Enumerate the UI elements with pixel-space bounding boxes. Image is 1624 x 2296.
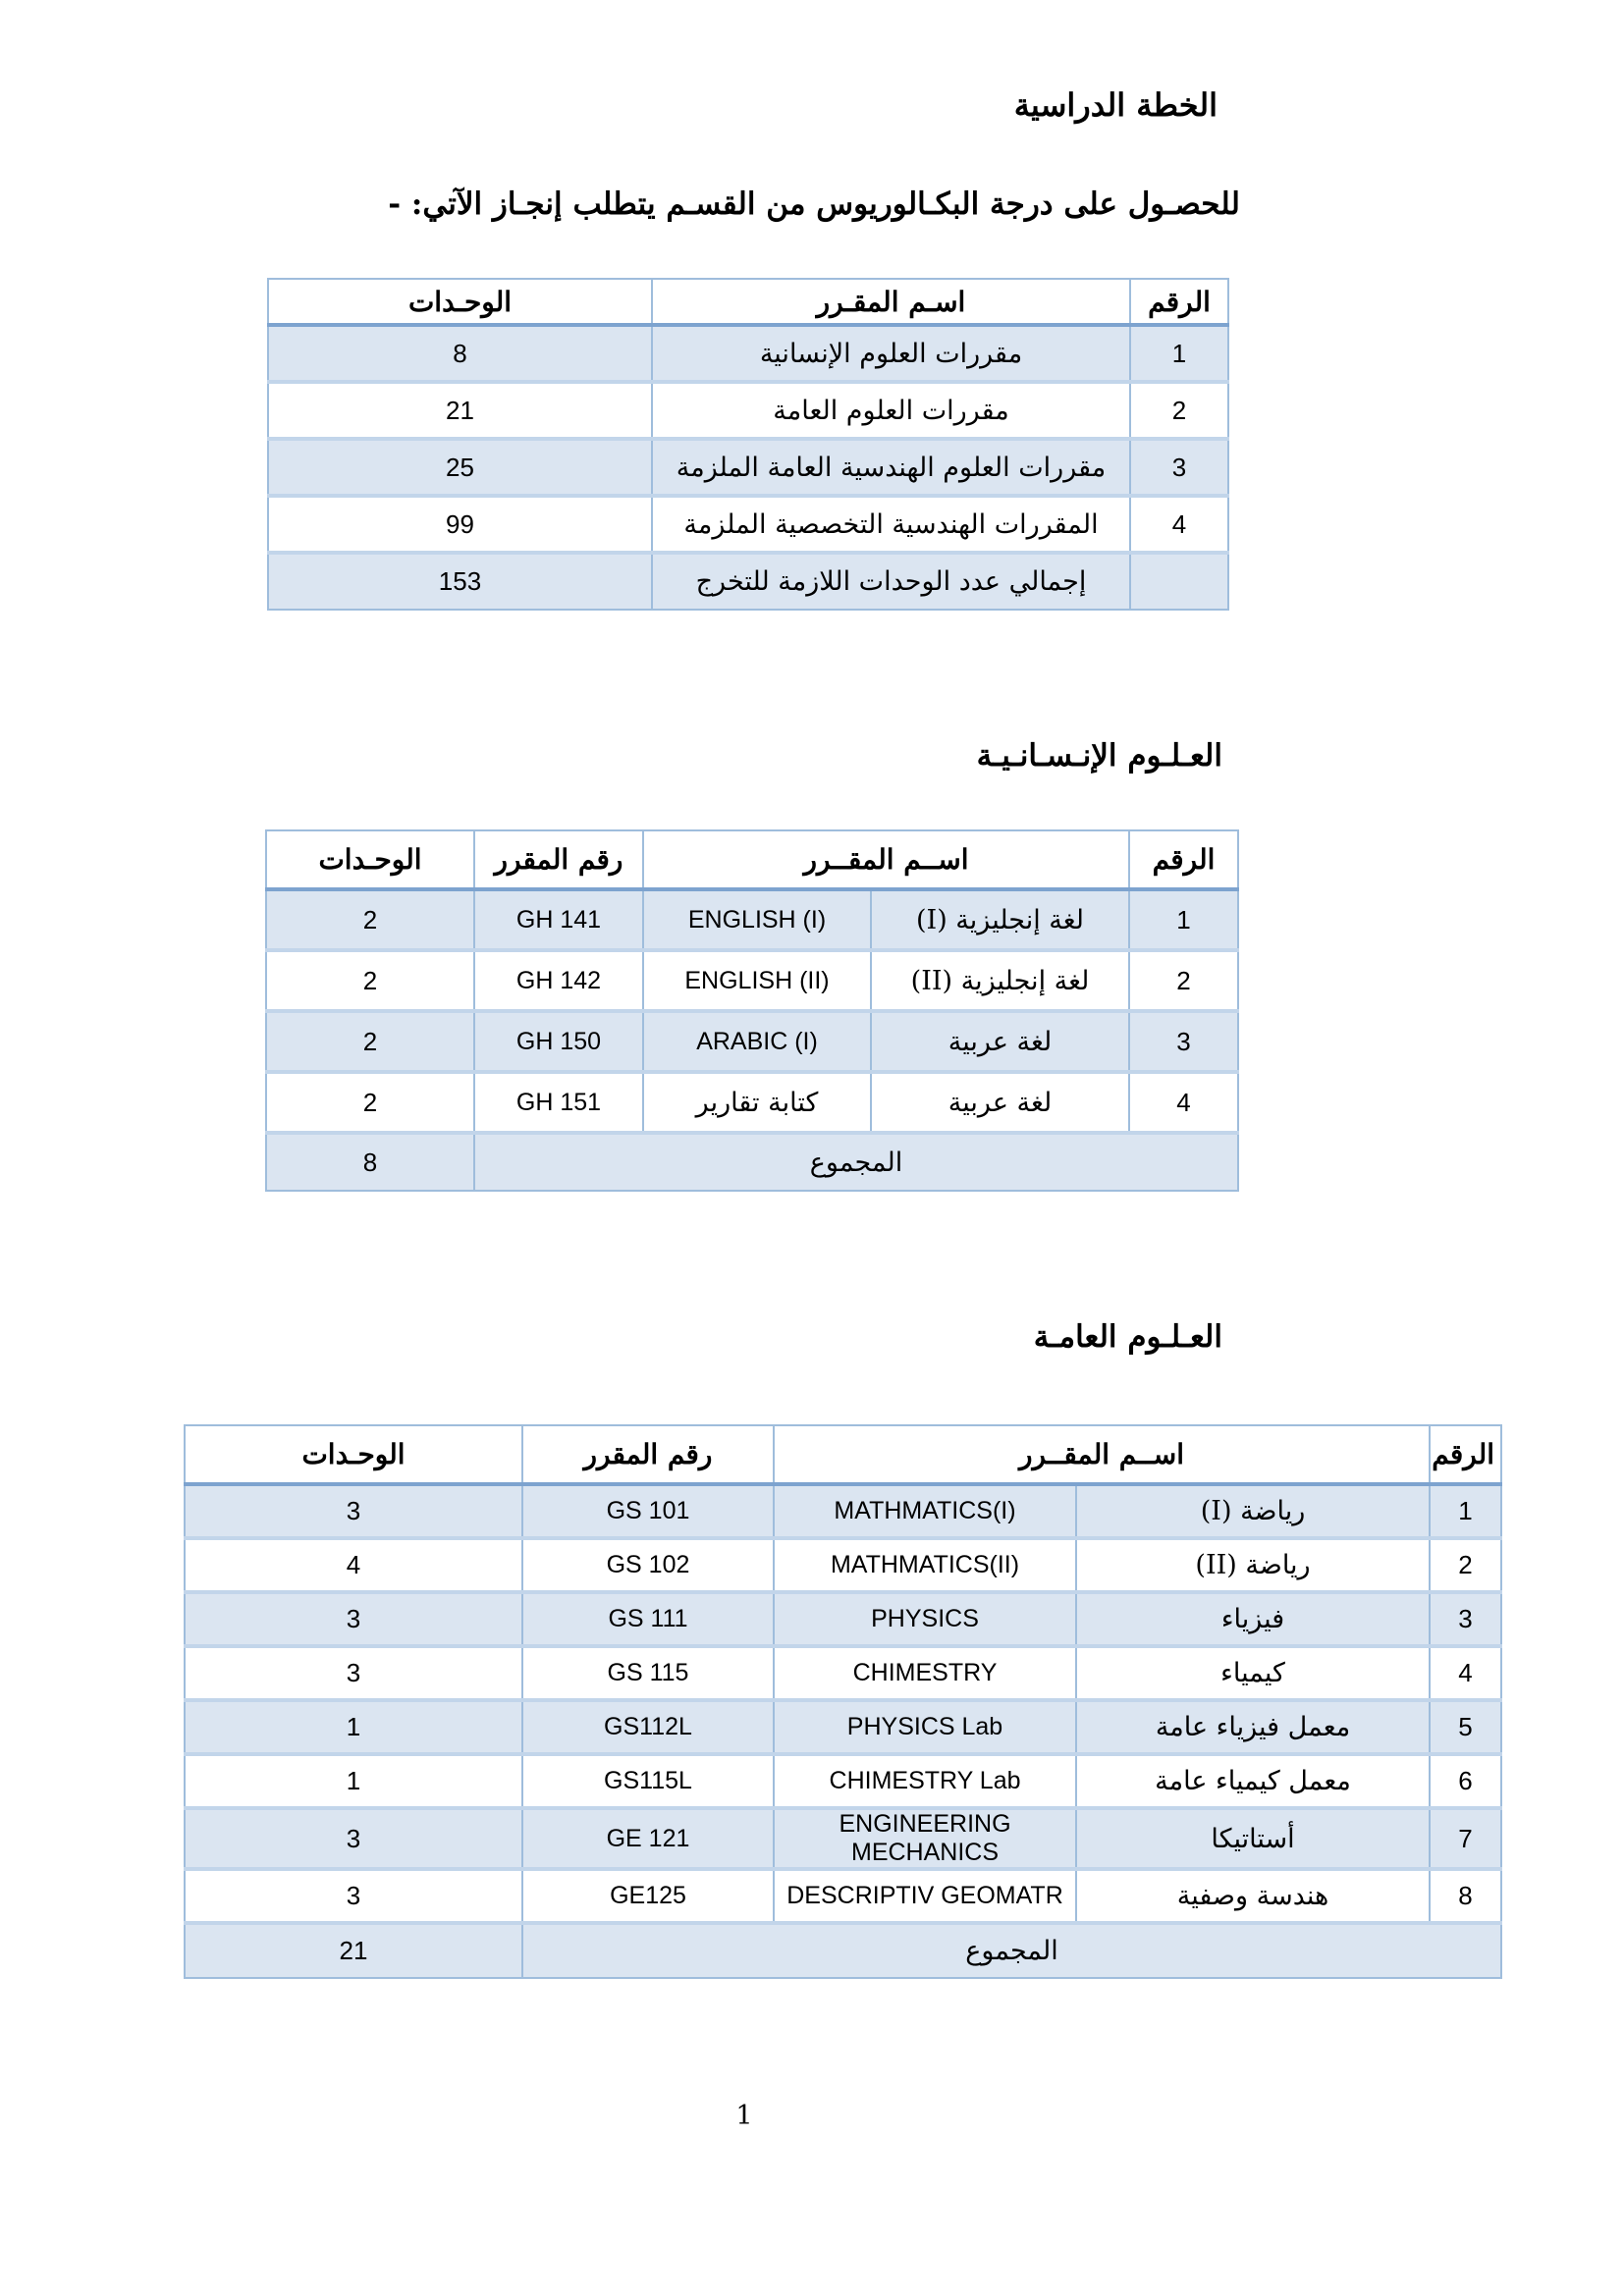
row-code: GH 142: [474, 950, 643, 1011]
table-row: [268, 439, 1228, 496]
table-row: [185, 1700, 1501, 1754]
row-name: مقررات العلوم الهندسية العامة الملزمة: [652, 439, 1130, 496]
table-row: [268, 325, 1228, 382]
row-units: 3: [185, 1592, 522, 1646]
page-number: 1: [735, 2101, 753, 2131]
row-code: GE 121: [522, 1808, 774, 1869]
column-header-name: اســم المقــرر: [774, 1425, 1430, 1484]
row-name-ar: رياضة (I): [1076, 1484, 1430, 1538]
table-row: [185, 1538, 1501, 1592]
row-units: 2: [266, 1011, 474, 1072]
row-name-ar: لغة عربية: [871, 1011, 1129, 1072]
row-name-ar: لغة إنجليزية (I): [871, 889, 1129, 950]
row-num: [1130, 553, 1228, 610]
row-name-en: ENGLISH (II): [643, 950, 871, 1011]
row-units: 2: [266, 889, 474, 950]
table-total-row: [266, 1133, 1238, 1191]
row-name-en: PHYSICS Lab: [774, 1700, 1076, 1754]
row-units: 1: [185, 1700, 522, 1754]
column-header-num: الرقم: [1430, 1425, 1501, 1484]
row-name-en: MATHMATICS(I): [774, 1484, 1076, 1538]
row-name: مقررات العلوم الإنسانية: [652, 325, 1130, 382]
row-name-ar: كيمياء: [1076, 1646, 1430, 1700]
humanities-table-header: [266, 830, 1238, 889]
table-row: [266, 1072, 1238, 1133]
row-units: 21: [268, 382, 652, 439]
row-code: GS 115: [522, 1646, 774, 1700]
row-num: 1: [1430, 1484, 1501, 1538]
column-header-units: الوحـدات: [268, 279, 652, 325]
column-header-code: رقم المقرر: [474, 830, 643, 889]
row-name-en: ENGINEERING MECHANICS: [774, 1808, 1076, 1869]
row-units: 3: [185, 1869, 522, 1923]
page-title: الخطة الدراسية: [1013, 86, 1218, 124]
row-name-en: DESCRIPTIV GEOMATR: [774, 1869, 1076, 1923]
row-code: GH 151: [474, 1072, 643, 1133]
row-units: 3: [185, 1808, 522, 1869]
table-total-row: [185, 1923, 1501, 1978]
row-name-ar: معمل فيزياء عامة: [1076, 1700, 1430, 1754]
row-units: 25: [268, 439, 652, 496]
total-label: المجموع: [474, 1133, 1238, 1191]
column-header-num: الرقم: [1130, 279, 1228, 325]
table-row: [185, 1484, 1501, 1538]
general-table-header: [185, 1425, 1501, 1484]
row-name-en: كتابة تقارير: [643, 1072, 871, 1133]
row-name-ar: لغة إنجليزية (II): [871, 950, 1129, 1011]
row-units: 2: [266, 950, 474, 1011]
row-name-en: PHYSICS: [774, 1592, 1076, 1646]
row-num: 5: [1430, 1700, 1501, 1754]
intro-text: للحصـول على درجة البكـالوريوس من القسـم يتطلب إنجـاز الآتي: -: [388, 187, 1240, 222]
row-code: GS 102: [522, 1538, 774, 1592]
row-code: GS 101: [522, 1484, 774, 1538]
row-num: 3: [1130, 439, 1228, 496]
table-row: [266, 950, 1238, 1011]
table-row: [185, 1754, 1501, 1808]
row-name-ar: رياضة (II): [1076, 1538, 1430, 1592]
row-name-en: ENGLISH (I): [643, 889, 871, 950]
table-total-row: [268, 553, 1228, 610]
row-units: 8: [268, 325, 652, 382]
row-units: 153: [268, 553, 652, 610]
section-heading-general: العـلـوم العامـة: [1033, 1319, 1222, 1355]
row-name: المقررات الهندسية التخصصية الملزمة: [652, 496, 1130, 553]
general-table: [184, 1424, 1502, 1979]
row-num: 2: [1430, 1538, 1501, 1592]
column-header-code: رقم المقرر: [522, 1425, 774, 1484]
table-row: [185, 1808, 1501, 1869]
plan-table-header: [268, 279, 1228, 325]
table-row: [185, 1869, 1501, 1923]
row-num: 4: [1130, 496, 1228, 553]
row-name-ar: لغة عربية: [871, 1072, 1129, 1133]
table-row: [266, 1011, 1238, 1072]
row-name-en: ARABIC (I): [643, 1011, 871, 1072]
row-name: إجمالي عدد الوحدات اللازمة للتخرج: [652, 553, 1130, 610]
row-name-ar: أستاتيكا: [1076, 1808, 1430, 1869]
row-num: 8: [1430, 1869, 1501, 1923]
row-num: 1: [1129, 889, 1238, 950]
row-code: GS115L: [522, 1754, 774, 1808]
row-num: 1: [1130, 325, 1228, 382]
total-label: المجموع: [522, 1923, 1501, 1978]
row-num: 3: [1129, 1011, 1238, 1072]
row-num: 7: [1430, 1808, 1501, 1869]
row-name-ar: هندسة وصفية: [1076, 1869, 1430, 1923]
row-num: 2: [1130, 382, 1228, 439]
row-name-ar: فيزياء: [1076, 1592, 1430, 1646]
row-units: 2: [266, 1072, 474, 1133]
column-header-num: الرقم: [1129, 830, 1238, 889]
row-name-en: MATHMATICS(II): [774, 1538, 1076, 1592]
row-num: 4: [1129, 1072, 1238, 1133]
row-code: GH 150: [474, 1011, 643, 1072]
row-name-ar: معمل كيمياء عامة: [1076, 1754, 1430, 1808]
row-num: 3: [1430, 1592, 1501, 1646]
row-units: 3: [185, 1484, 522, 1538]
total-units: 8: [266, 1133, 474, 1191]
row-num: 4: [1430, 1646, 1501, 1700]
plan-table: [267, 278, 1229, 611]
column-header-name: اسـم المقـرر: [652, 279, 1130, 325]
table-row: [268, 496, 1228, 553]
row-code: GS112L: [522, 1700, 774, 1754]
column-header-units: الوحـدات: [266, 830, 474, 889]
table-row: [266, 889, 1238, 950]
row-num: 2: [1129, 950, 1238, 1011]
row-name: مقررات العلوم العامة: [652, 382, 1130, 439]
total-units: 21: [185, 1923, 522, 1978]
row-units: 4: [185, 1538, 522, 1592]
row-code: GH 141: [474, 889, 643, 950]
row-code: GS 111: [522, 1592, 774, 1646]
table-row: [185, 1646, 1501, 1700]
table-row: [268, 382, 1228, 439]
section-heading-humanities: العـلـوم الإنـسـانـيـة: [976, 738, 1222, 774]
row-code: GE125: [522, 1869, 774, 1923]
row-units: 99: [268, 496, 652, 553]
humanities-table: [265, 829, 1239, 1192]
row-name-en: CHIMESTRY: [774, 1646, 1076, 1700]
table-row: [185, 1592, 1501, 1646]
column-header-name: اســم المقــرر: [643, 830, 1129, 889]
row-units: 1: [185, 1754, 522, 1808]
row-units: 3: [185, 1646, 522, 1700]
row-num: 6: [1430, 1754, 1501, 1808]
row-name-en: CHIMESTRY Lab: [774, 1754, 1076, 1808]
column-header-units: الوحـدات: [185, 1425, 522, 1484]
